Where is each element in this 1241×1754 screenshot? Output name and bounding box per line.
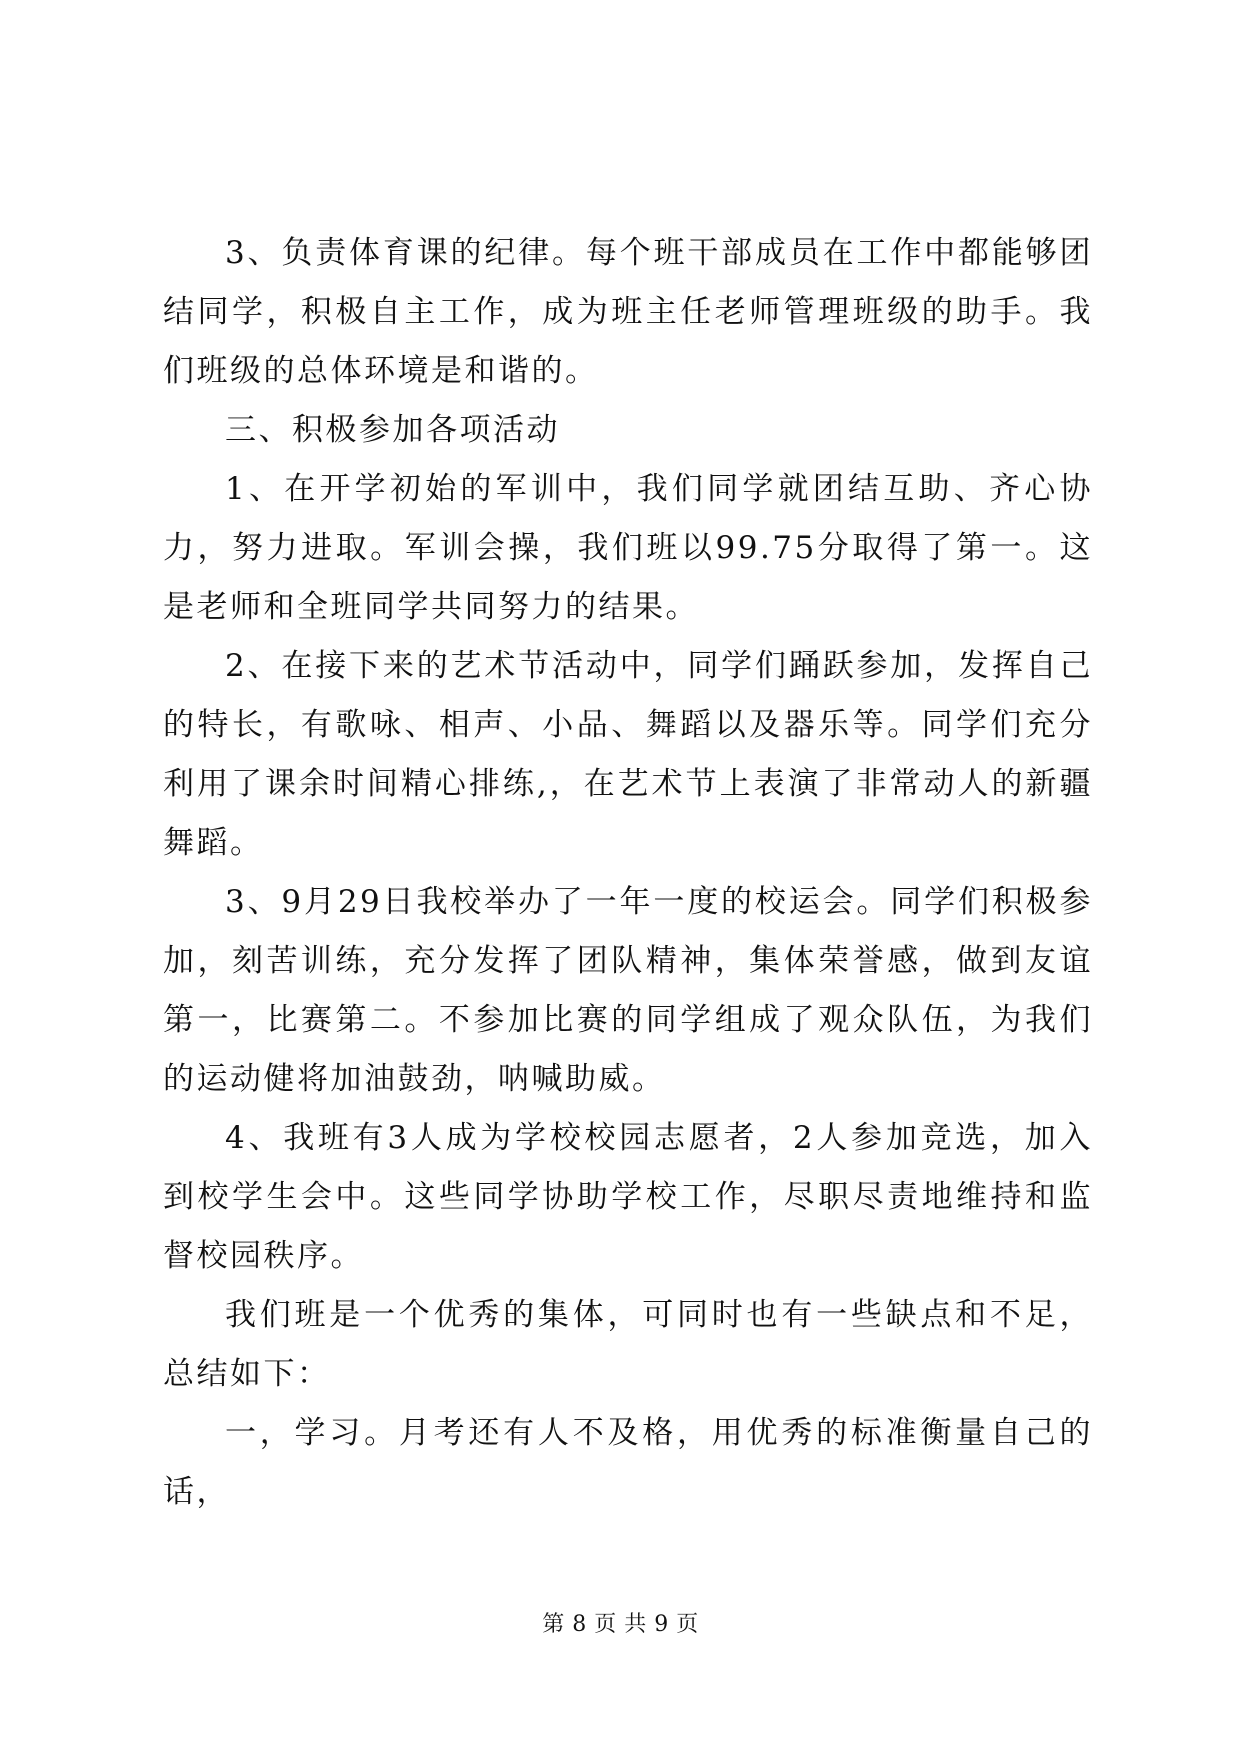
paragraph-military-training: 1、在开学初始的军训中，我们同学就团结互助、齐心协力，努力进取。军训会操，我们班以99.75分取得了第一。这是老师和全班同学共同努力的结果。 bbox=[163, 471, 1093, 625]
paragraph-study: 一，学习。月考还有人不及格，用优秀的标准衡量自己的话， bbox=[163, 1415, 1093, 1510]
paragraph-class-discipline: 3、负责体育课的纪律。每个班干部成员在工作中都能够团结同学，积极自主工作，成为班主任老师管理班级的助手。我们班级的总体环境是和谐的。 bbox=[163, 235, 1093, 389]
page-number-footer: 第 8 页 共 9 页 bbox=[542, 1612, 699, 1637]
section-heading-activities: 三、积极参加各项活动 bbox=[225, 412, 560, 448]
paragraph-volunteers: 4、我班有3人成为学校校园志愿者，2人参加竞选，加入到校学生会中。这些同学协助学校工作，尽职尽责地维持和监督校园秩序。 bbox=[163, 1120, 1093, 1274]
paragraph-sports-meet: 3、9月29日我校举办了一年一度的校运会。同学们积极参加，刻苦训练，充分发挥了团队精神，集体荣誉感，做到友谊第一，比赛第二。不参加比赛的同学组成了观众队伍，为我们的运动健将加油鼓劲，呐喊助威。 bbox=[163, 884, 1093, 1097]
paragraph-art-festival: 2、在接下来的艺术节活动中，同学们踊跃参加，发挥自己的特长，有歌咏、相声、小品、舞蹈以及器乐等。同学们充分利用了课余时间精心排练,，在艺术节上表演了非常动人的新疆舞蹈。 bbox=[163, 648, 1093, 861]
document-body bbox=[163, 224, 1093, 1522]
paragraph-summary-intro: 我们班是一个优秀的集体，可同时也有一些缺点和不足，总结如下： bbox=[163, 1297, 1093, 1392]
